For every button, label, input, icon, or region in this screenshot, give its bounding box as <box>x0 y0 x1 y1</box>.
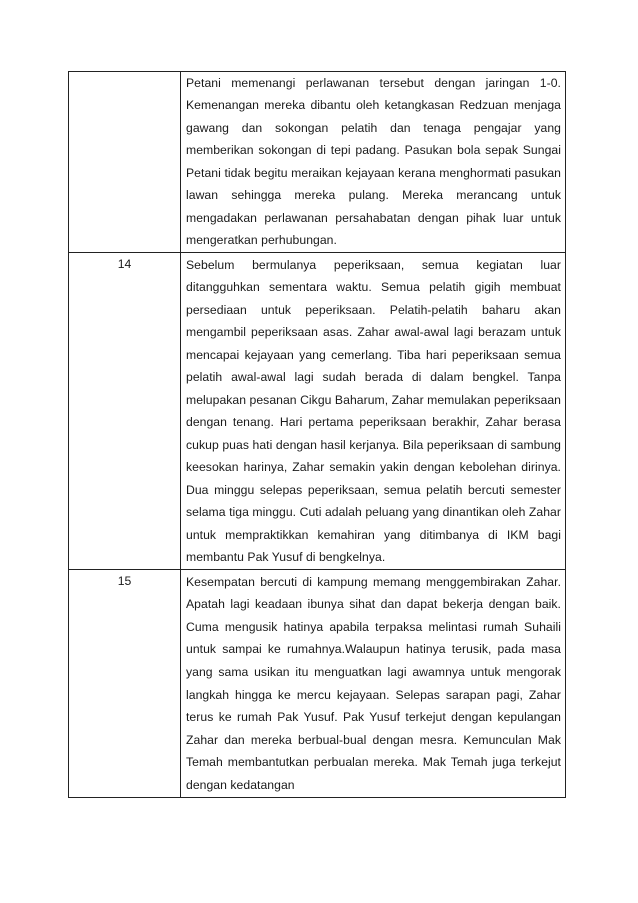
row-text: Sebelum bermulanya peperiksaan, semua kegiatan luar ditangguhkan sementara waktu. Semua pelatih gigih membuat persediaan untuk peperiksaan. Pelatih-pelatih baharu akan mengambil peperiksaan asas. Zahar awal-awal lagi berazam untuk mencapai kejayaan yang cemerlang. Tiba hari peperiksaan semua pelatih awal-awal lagi sudah berada di dalam bengkel. Tanpa melupakan pesanan Cikgu Baharum, Zahar memulakan peperiksaan dengan tenang. Hari pertama peperiksaan berakhir, Zahar berasa cukup puas hati dengan hasil kerjanya. Bila peperiksaan di sambung keesokan harinya, Zahar semakin yakin dengan kebolehan dirinya. Dua minggu selepas peperiksaan, semua pelatih bercuti semester selama tiga minggu. Cuti adalah peluang yang dinantikan oleh Zahar untuk mempraktikkan kemahiran yang ditimbanya di IKM bagi membantu Pak Yusuf di bengkelnya. <box>186 257 561 565</box>
row-text: Kesempatan bercuti di kampung memang menggembirakan Zahar. Apatah lagi keadaan ibunya sihat dan dapat bekerja dengan baik. Cuma mengusik hatinya apabila terpaksa melintasi rumah Suhaili untuk sampai ke rumahnya.Walaupun hatinya terusik, pada masa yang sama usikan itu menguatkan lagi awamnya untuk mengorak langkah hingga ke mercu kejayaan. Selepas sarapan pagi, Zahar terus ke rumah Pak Yusuf. Pak Yusuf terkejut dengan kepulangan Zahar dan mereka berbual-bual dengan mesra. Kemunculan Mak Temah membantutkan perbualan mereka. Mak Temah juga terkejut dengan kedatangan <box>186 574 561 792</box>
row-number: 14 <box>117 256 132 271</box>
row-text: Petani memenangi perlawanan tersebut dengan jaringan 1-0. Kemenangan mereka dibantu oleh ketangkasan Redzuan menjaga gawang dan sokongan pelatih dan tenaga pengajar yang memberikan sokongan di tepi padang. Pasukan bola sepak Sungai Petani tidak begitu meraikan kejayaan kerana menghormati pasukan lawan sehingga mereka pulang. Mereka merancang untuk mengadakan perlawanan persahabatan dengan pihak luar untuk mengeratkan perhubungan. <box>186 76 561 248</box>
row-number-cell <box>69 252 181 569</box>
row-number-cell <box>69 72 181 253</box>
row-text-cell <box>181 569 566 797</box>
summary-table <box>68 71 566 798</box>
table-row <box>69 252 566 569</box>
table-row <box>69 72 566 253</box>
row-number-cell <box>69 569 181 797</box>
row-text-cell <box>181 252 566 569</box>
row-text-cell <box>181 72 566 253</box>
row-number: 15 <box>117 573 132 588</box>
table-row <box>69 569 566 797</box>
